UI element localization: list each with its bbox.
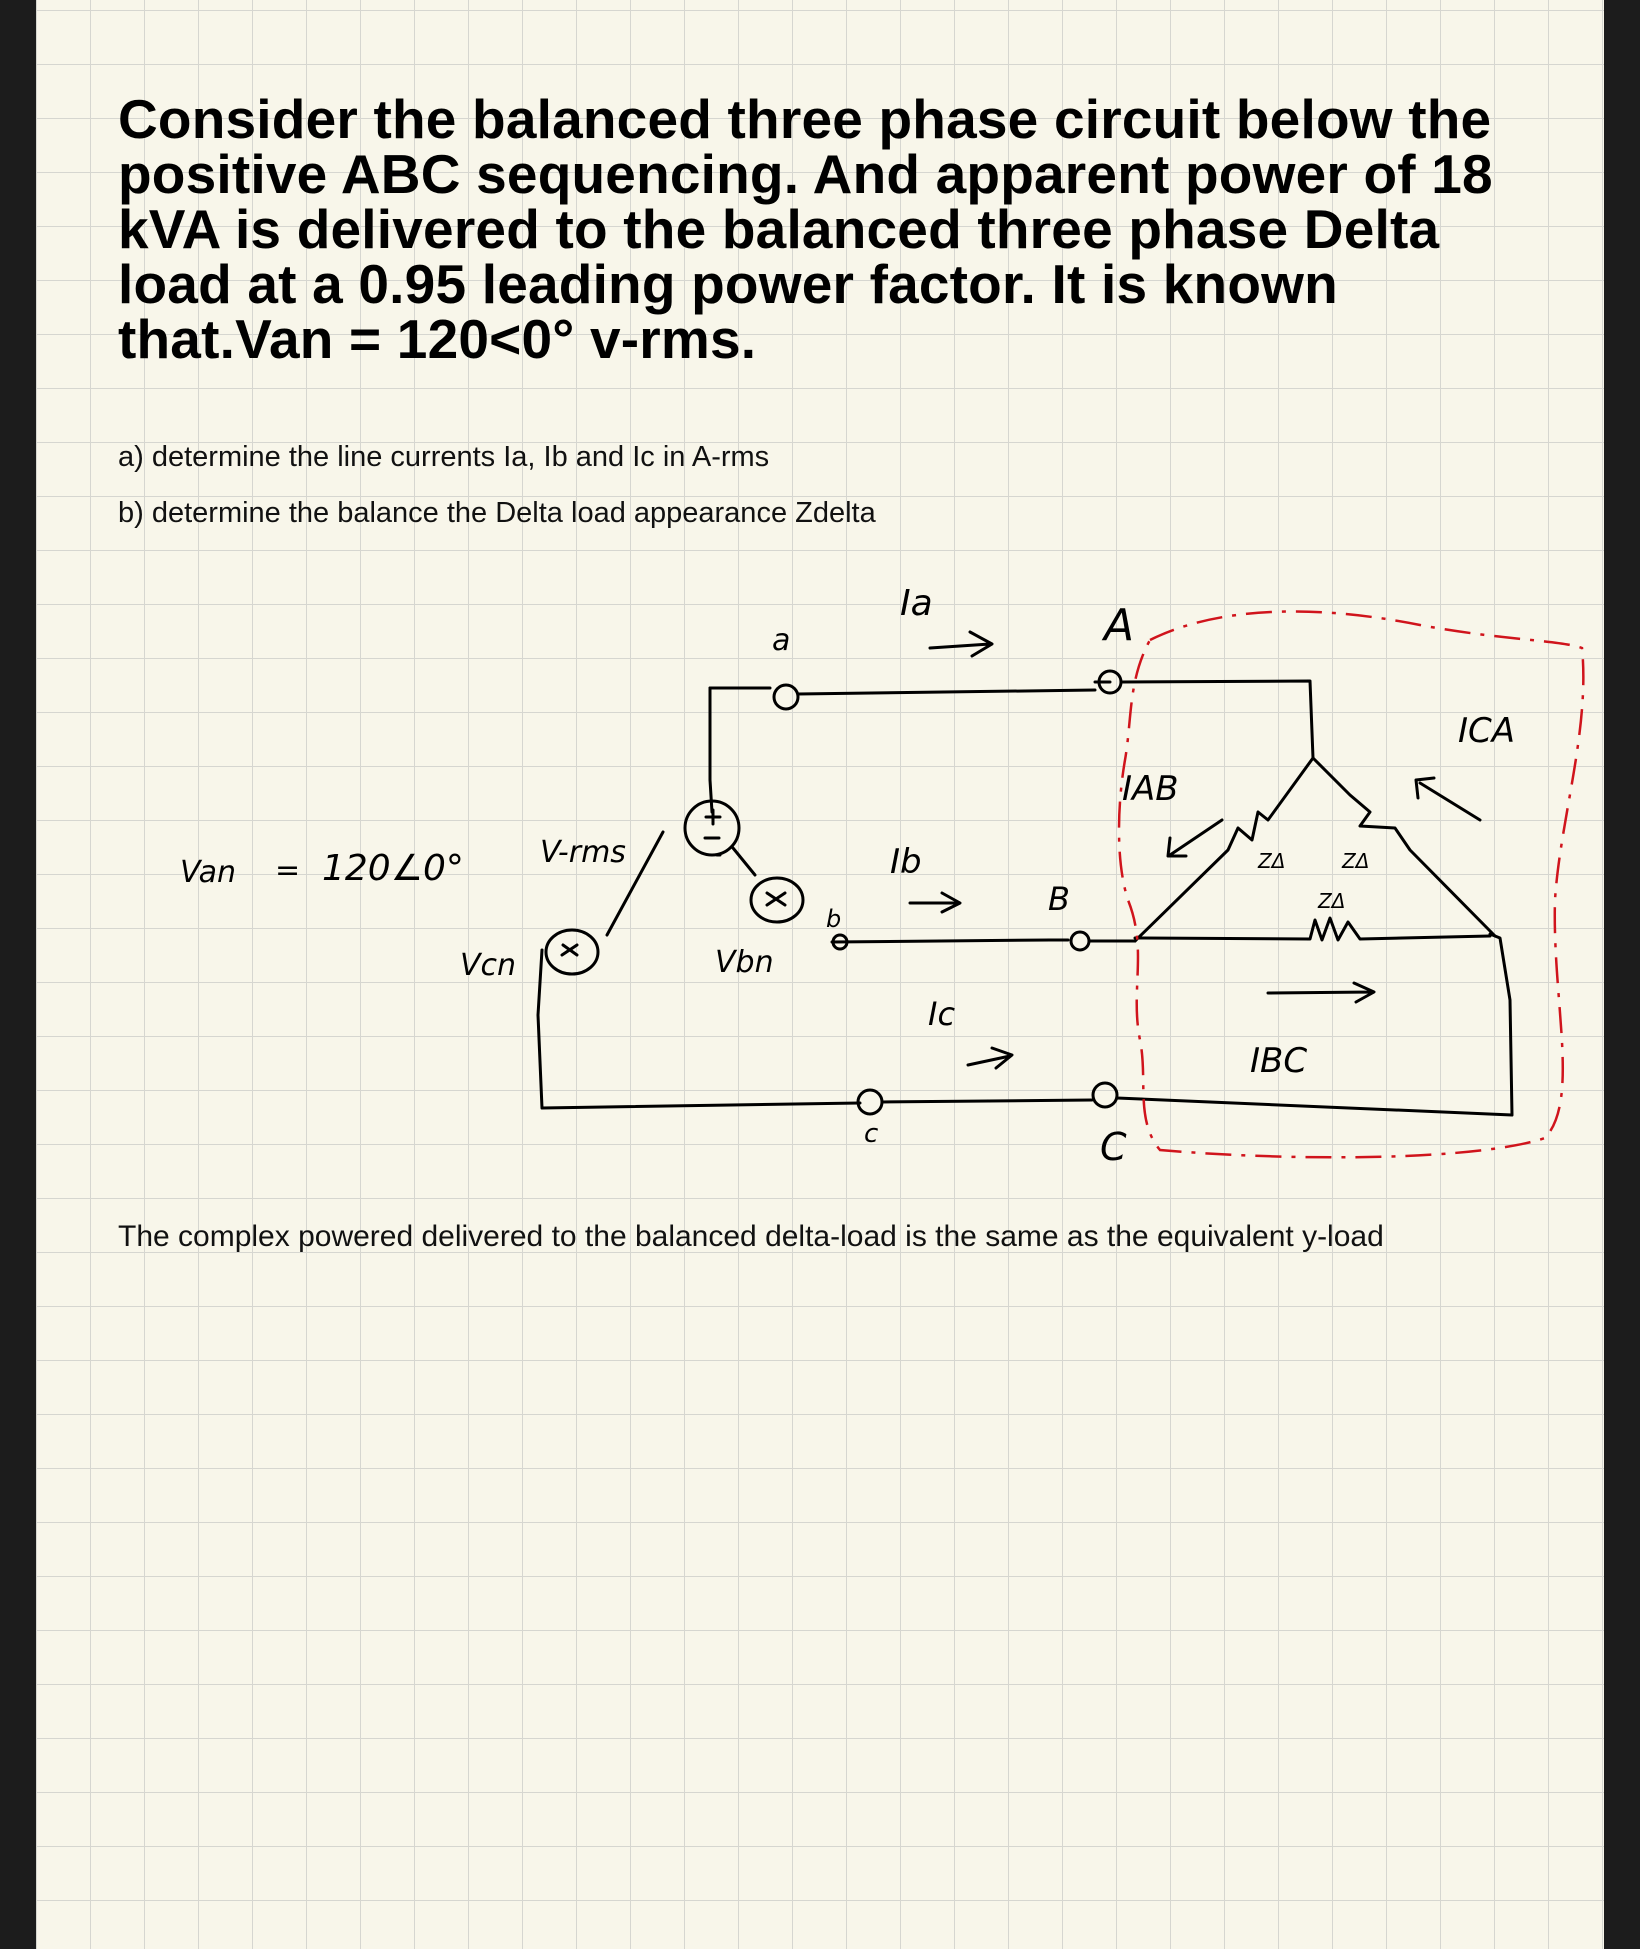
red-load-boundary	[1119, 611, 1583, 1157]
wire-line-c	[882, 1100, 1092, 1102]
iab-label: IAB	[1122, 769, 1179, 809]
van-value: 120∠0°	[322, 848, 464, 889]
equals-sign: =	[275, 853, 301, 888]
problem-statement: Consider the balanced three phase circuit below the positive ABC sequencing. And apparent power of 18 kVA is delivered to the balanced three phase Delta load at a 0.95 leading power factor. It is known that.Van = 120<0° v-rms.	[118, 88, 1493, 370]
arrow-ib	[910, 893, 960, 912]
arrow-iab	[1168, 820, 1222, 856]
z-label-ab: ZΔ	[1258, 849, 1286, 873]
delta-side-BC	[1135, 918, 1490, 940]
node-a-label: a	[772, 623, 791, 658]
terminal-c	[858, 1090, 882, 1114]
z-label-bc: ZΔ	[1318, 889, 1346, 913]
vbn-label: Vbn	[715, 945, 774, 980]
node-B-label: B	[1048, 880, 1070, 918]
node-A-label: A	[1104, 600, 1135, 651]
arrow-ic	[968, 1048, 1012, 1068]
arrow-ibc	[1268, 983, 1374, 1002]
wire-source-c	[538, 950, 860, 1108]
ic-label: Ic	[928, 995, 956, 1033]
node-C-label: C	[1100, 1125, 1127, 1169]
wire-source-b	[832, 940, 1050, 942]
question-a: a) determine the line currents Ia, Ib and Ic in A-rms	[118, 441, 770, 473]
ica-label: ICA	[1458, 711, 1516, 751]
van-label: Van	[180, 855, 237, 890]
arrow-ica	[1416, 778, 1480, 820]
z-label-ca: ZΔ	[1342, 849, 1370, 873]
ib-label: Ib	[890, 842, 922, 882]
wire-neutral-b	[733, 848, 755, 875]
wire-source-a	[710, 688, 712, 812]
van-units: V-rms	[540, 835, 626, 870]
arrow-ia	[930, 632, 992, 656]
terminal-a	[774, 685, 798, 709]
node-b-label: b	[826, 905, 842, 933]
vcn-label: Vcn	[460, 948, 517, 983]
terminal-B	[1071, 932, 1089, 950]
handwritten-note-text: The complex powered delivered to the balanced delta-load is the same as the equivalent y-load	[118, 1220, 1384, 1253]
node-c-label: c	[864, 1119, 879, 1149]
terminal-C	[1093, 1083, 1117, 1107]
ia-label: Ia	[900, 583, 933, 624]
question-b: b) determine the balance the Delta load appearance Zdelta	[118, 497, 876, 529]
ibc-label: IBC	[1250, 1041, 1308, 1081]
